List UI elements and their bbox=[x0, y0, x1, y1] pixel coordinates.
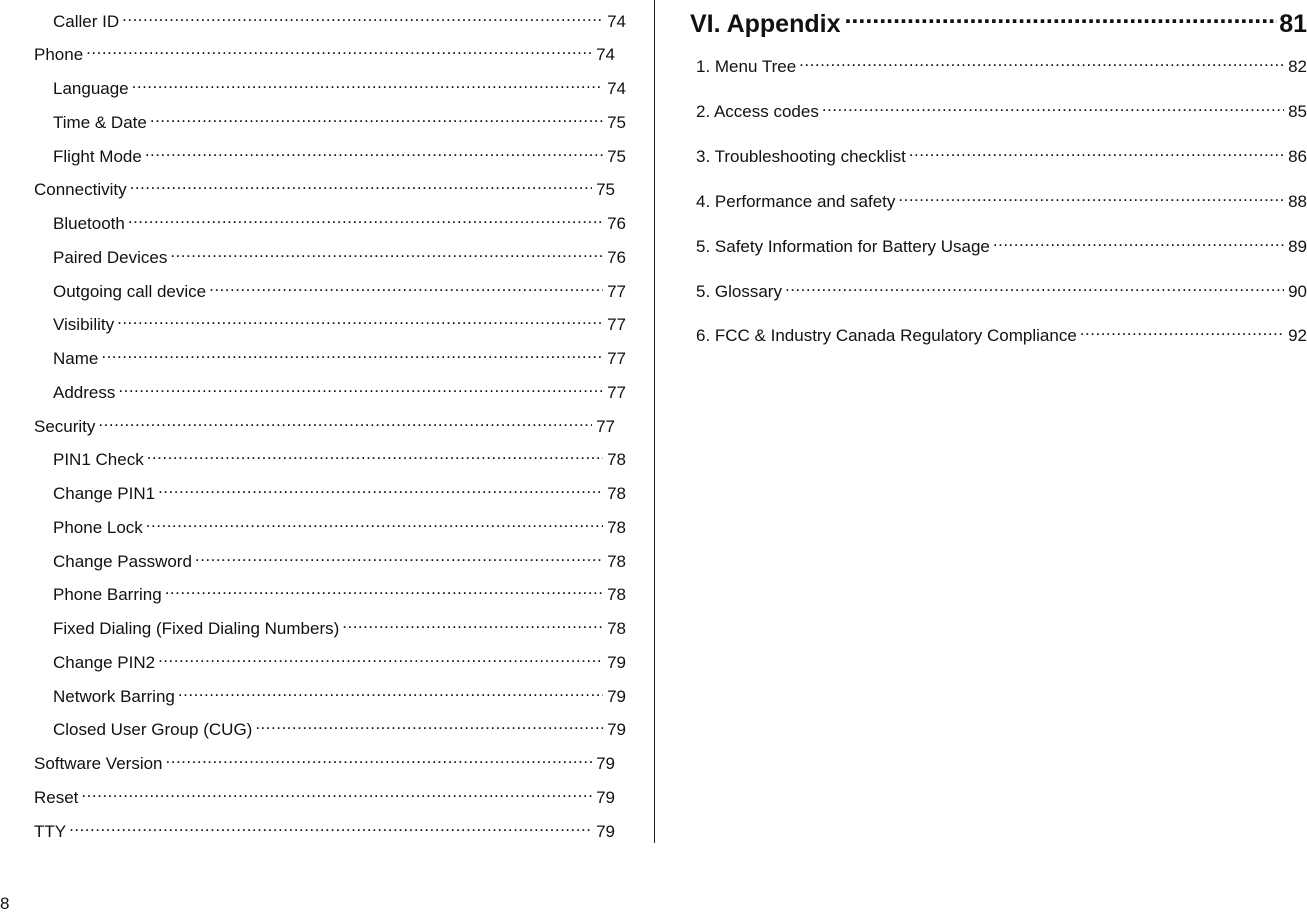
dot-leader bbox=[170, 243, 603, 263]
toc-entry-page: 75 bbox=[596, 180, 615, 199]
dot-leader bbox=[909, 142, 1284, 162]
toc-entry-label: Connectivity bbox=[34, 180, 127, 199]
dot-leader bbox=[158, 648, 603, 668]
toc-entry-label: Time & Date bbox=[53, 113, 147, 132]
dot-leader bbox=[101, 344, 603, 364]
toc-entry-label: 5. Glossary bbox=[696, 282, 782, 301]
toc-entry-phone-lock[interactable] bbox=[53, 513, 626, 538]
toc-entry-page: 78 bbox=[607, 518, 626, 537]
toc-section-appendix[interactable] bbox=[690, 4, 1307, 38]
page-number: 8 bbox=[0, 894, 10, 913]
dot-leader bbox=[69, 817, 592, 837]
toc-entry-fcc-compliance[interactable] bbox=[696, 321, 1307, 346]
section-title-label: VI. Appendix bbox=[690, 10, 841, 38]
dot-leader bbox=[130, 175, 592, 195]
dot-leader bbox=[150, 108, 603, 128]
dot-leader bbox=[822, 97, 1284, 117]
toc-entry-label: 3. Troubleshooting checklist bbox=[696, 147, 906, 166]
toc-entry-address[interactable] bbox=[53, 378, 626, 403]
dot-leader bbox=[145, 142, 603, 162]
toc-entry-page: 92 bbox=[1288, 326, 1307, 345]
toc-entry-fixed-dialing[interactable] bbox=[53, 614, 626, 639]
toc-entry-time-date[interactable] bbox=[53, 108, 626, 133]
dot-leader bbox=[81, 783, 592, 803]
toc-entry-label: Address bbox=[53, 383, 116, 402]
toc-entry-change-password[interactable] bbox=[53, 547, 626, 572]
toc-entry-page: 79 bbox=[596, 788, 615, 807]
toc-entry-label: Visibility bbox=[53, 315, 115, 334]
toc-entry-page: 75 bbox=[607, 113, 626, 132]
toc-entry-caller-id[interactable] bbox=[53, 7, 626, 32]
toc-entry-connectivity[interactable] bbox=[34, 175, 615, 200]
toc-entry-page: 74 bbox=[596, 45, 615, 64]
toc-entry-bluetooth[interactable] bbox=[53, 209, 626, 234]
toc-entry-page: 89 bbox=[1288, 237, 1307, 256]
toc-entry-page: 78 bbox=[607, 450, 626, 469]
toc-entry-label: Paired Devices bbox=[53, 248, 168, 267]
toc-entry-page: 82 bbox=[1288, 57, 1307, 76]
dot-leader bbox=[342, 614, 603, 634]
toc-entry-network-barring[interactable] bbox=[53, 682, 626, 707]
toc-entry-label: Language bbox=[53, 79, 129, 98]
toc-entry-menu-tree[interactable] bbox=[696, 52, 1307, 77]
dot-leader bbox=[195, 547, 603, 567]
toc-entry-label: 6. FCC & Industry Canada Regulatory Compliance bbox=[696, 326, 1077, 345]
toc-entry-page: 79 bbox=[607, 653, 626, 672]
toc-entry-label: PIN1 Check bbox=[53, 450, 144, 469]
toc-entry-label: Phone Barring bbox=[53, 585, 162, 604]
dot-leader bbox=[1080, 321, 1284, 341]
toc-entry-label: 4. Performance and safety bbox=[696, 192, 896, 211]
toc-entry-software-version[interactable] bbox=[34, 749, 615, 774]
toc-entry-label: Network Barring bbox=[53, 687, 175, 706]
toc-entry-security[interactable] bbox=[34, 412, 615, 437]
toc-entry-page: 75 bbox=[607, 147, 626, 166]
toc-entry-label: Flight Mode bbox=[53, 147, 142, 166]
toc-entry-page: 76 bbox=[607, 214, 626, 233]
dot-leader bbox=[898, 187, 1284, 207]
toc-entry-page: 79 bbox=[596, 754, 615, 773]
toc-entry-page: 77 bbox=[607, 282, 626, 301]
toc-entry-label: Caller ID bbox=[53, 12, 120, 31]
column-divider bbox=[654, 0, 655, 843]
dot-leader bbox=[993, 232, 1284, 252]
dot-leader bbox=[166, 749, 593, 769]
toc-entry-battery-safety[interactable] bbox=[696, 232, 1307, 257]
toc-entry-label: 5. Safety Information for Battery Usage bbox=[696, 237, 990, 256]
dot-leader bbox=[255, 715, 603, 735]
toc-entry-page: 78 bbox=[607, 484, 626, 503]
toc-entry-page: 78 bbox=[607, 585, 626, 604]
toc-entry-page: 77 bbox=[607, 315, 626, 334]
toc-entry-page: 79 bbox=[596, 822, 615, 841]
toc-entry-language[interactable] bbox=[53, 74, 626, 99]
toc-entry-page: 77 bbox=[607, 383, 626, 402]
toc-entry-label: Reset bbox=[34, 788, 79, 807]
dot-leader bbox=[86, 40, 592, 60]
dot-leader bbox=[118, 378, 603, 398]
toc-entry-name[interactable] bbox=[53, 344, 626, 369]
toc-entry-pin1-check[interactable] bbox=[53, 445, 626, 470]
toc-entry-page: 85 bbox=[1288, 102, 1307, 121]
toc-entry-label: Software Version bbox=[34, 754, 163, 773]
toc-entry-glossary[interactable] bbox=[696, 277, 1307, 302]
dot-leader bbox=[122, 7, 603, 27]
dot-leader bbox=[209, 277, 603, 297]
toc-entry-label: Change PIN2 bbox=[53, 653, 156, 672]
toc-entry-label: Phone bbox=[34, 45, 84, 64]
toc-entry-page: 86 bbox=[1288, 147, 1307, 166]
dot-leader bbox=[799, 52, 1284, 72]
dot-leader bbox=[158, 479, 603, 499]
toc-entry-page: 90 bbox=[1288, 282, 1307, 301]
dot-leader bbox=[98, 412, 592, 432]
toc-entry-label: Fixed Dialing (Fixed Dialing Numbers) bbox=[53, 619, 340, 638]
toc-entry-page: 88 bbox=[1288, 192, 1307, 211]
dot-leader bbox=[178, 682, 603, 702]
toc-entry-change-pin2[interactable] bbox=[53, 648, 626, 673]
toc-entry-page: 76 bbox=[607, 248, 626, 267]
toc-entry-label: Bluetooth bbox=[53, 214, 125, 233]
toc-entry-page: 79 bbox=[607, 720, 626, 739]
toc-entry-phone-barring[interactable] bbox=[53, 580, 626, 605]
dot-leader bbox=[844, 4, 1277, 32]
toc-entry-label: Closed User Group (CUG) bbox=[53, 720, 253, 739]
toc-entry-page: 74 bbox=[607, 79, 626, 98]
toc-entry-page: 77 bbox=[596, 417, 615, 436]
dot-leader bbox=[132, 74, 603, 94]
toc-entry-page: 78 bbox=[607, 552, 626, 571]
dot-leader bbox=[165, 580, 603, 600]
toc-entry-label: Change PIN1 bbox=[53, 484, 156, 503]
toc-entry-page: 79 bbox=[607, 687, 626, 706]
toc-entry-page: 74 bbox=[607, 12, 626, 31]
toc-entry-label: TTY bbox=[34, 822, 67, 841]
toc-entry-label: 1. Menu Tree bbox=[696, 57, 797, 76]
dot-leader bbox=[147, 445, 603, 465]
dot-leader bbox=[146, 513, 603, 533]
toc-entry-tty[interactable] bbox=[34, 817, 615, 842]
toc-entry-change-pin1[interactable] bbox=[53, 479, 626, 504]
toc-entry-access-codes[interactable] bbox=[696, 97, 1307, 122]
toc-entry-visibility[interactable] bbox=[53, 310, 626, 335]
toc-entry-troubleshooting-checklist[interactable] bbox=[696, 142, 1307, 167]
toc-entry-outgoing-call-device[interactable] bbox=[53, 277, 626, 302]
dot-leader bbox=[128, 209, 603, 229]
toc-entry-closed-user-group[interactable] bbox=[53, 715, 626, 740]
toc-entry-flight-mode[interactable] bbox=[53, 142, 626, 167]
toc-entry-page: 78 bbox=[607, 619, 626, 638]
dot-leader bbox=[117, 310, 603, 330]
toc-entry-label: Name bbox=[53, 349, 99, 368]
toc-entry-label: Outgoing call device bbox=[53, 282, 207, 301]
section-title-page: 81 bbox=[1279, 10, 1307, 38]
toc-entry-performance-safety[interactable] bbox=[696, 187, 1307, 212]
dot-leader bbox=[785, 277, 1284, 297]
toc-entry-label: Security bbox=[34, 417, 96, 436]
toc-entry-phone[interactable] bbox=[34, 40, 615, 65]
toc-entry-paired-devices[interactable] bbox=[53, 243, 626, 268]
toc-entry-page: 77 bbox=[607, 349, 626, 368]
toc-entry-label: Change Password bbox=[53, 552, 192, 571]
toc-entry-label: Phone Lock bbox=[53, 518, 143, 537]
toc-entry-label: 2. Access codes bbox=[696, 102, 819, 121]
toc-entry-reset[interactable] bbox=[34, 783, 615, 808]
